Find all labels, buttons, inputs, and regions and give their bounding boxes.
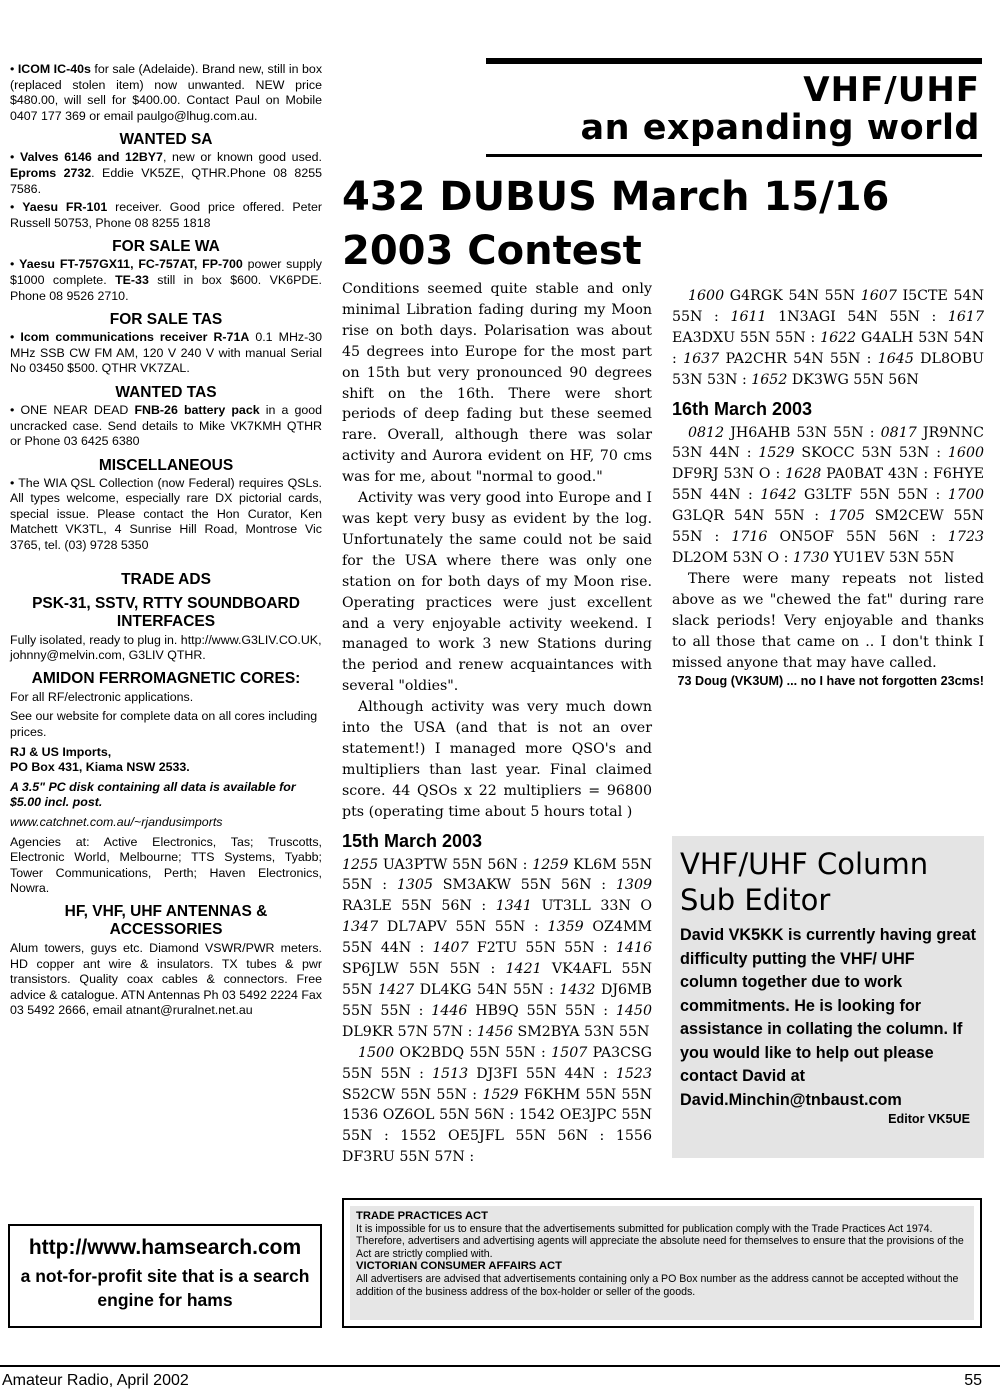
log-time: 1523 — [615, 1065, 652, 1082]
log-entry: UA3PTW 55N 56N : — [378, 856, 533, 873]
trade-practices-text: It is impossible for us to ensure that the advertisements submitted for publication comply with the Trade Practices Act 1974. Therefore, advertisers and advertising agents will appreciate the absolute need for themselves to ensure that the provisions of the Act are strictly complied with. — [356, 1222, 964, 1260]
log-entry: F6KHM 55N 55N 1536 OZ6OL 55N 56N : 1542 OE3JPC 55N 55N : 1552 OE5JFL 55N 56N : 1556 DF3RU 55N 57N : — [342, 1086, 652, 1166]
log-entry: SP6JLW 55N 55N : — [342, 961, 506, 978]
log-time: 1259 — [532, 856, 569, 873]
log-time: 1507 — [551, 1044, 588, 1061]
consumer-affairs-heading: VICTORIAN CONSUMER AFFAIRS ACT — [356, 1260, 562, 1273]
log-time: 1416 — [615, 940, 652, 957]
log-time: 1359 — [547, 919, 584, 936]
hamsearch-box-ad — [8, 1224, 322, 1328]
section-title: VHF/UHF — [803, 70, 980, 110]
log-entry: 1N3AGI 54N 55N : — [766, 308, 948, 325]
log-time: 1611 — [730, 308, 767, 325]
amidon-agencies: Agencies at: Active Electronics, Tas; Truscotts, Electronic World, Melbourne; TTS Systems, Tyabb; Tower Communications, Perth; Haven Electronics, Nowra. — [10, 834, 322, 896]
ad-icom-r71a: • Icom communications receiver R-71A 0.1 MHz-30 MHz SSB CW FM AM, 120 V 240 V with manual Serial No 03450 $500. QTHR VK7ZAL. — [10, 330, 323, 376]
consumer-affairs-text: All advertisers are advised that advertisements containing only a PO Box number as the address cannot be accepted without the addition of the business address of the box-holder or seller of the goods. — [356, 1272, 959, 1298]
sub-editor-box — [672, 836, 984, 1158]
log-time: 0812 — [688, 424, 725, 441]
log-entry: G3LTF 55N 55N : — [796, 487, 948, 504]
heading-antennas: HF, VHF, UHF ANTENNAS & ACCESSORIES — [64, 902, 268, 938]
footer-publication: Amateur Radio, April 2002 — [2, 1372, 189, 1389]
heading-for-sale-tas: FOR SALE TAS — [109, 311, 223, 329]
log-time: 1255 — [342, 856, 379, 873]
heading-for-sale-wa: FOR SALE WA — [112, 238, 220, 256]
log-time: 1652 — [751, 371, 788, 388]
log-time: 1341 — [495, 898, 532, 915]
log-time: 1617 — [947, 308, 984, 325]
ad-wia-qsl: • The WIA QSL Collection (now Federal) requires QSLs. All types welcome, especially rare DX pictorial cards, special issue. Please contact the Hon Curator, Ken Matchett VK3TL, 4 Sunrise Hill Road, Montrose Vic 3765, tel. (03) 9728 5350 — [10, 475, 322, 553]
heading-15th-march: 15th March 2003 — [342, 830, 483, 851]
log-time: 1421 — [505, 961, 542, 978]
log-entry: JH6AHB 53N 55N : — [724, 424, 881, 441]
article-paragraph: Conditions seemed quite stable and only minimal Libration fading during my Moon rise on both days. Polarisation was about 45 degrees into Europe for the most part on 15th but very pronounced 90 degrees shift on the 16th. There were short periods of deep fading but these seemed rare. Overall, although there was solar activity and Aurora evident on HF, 70 cms was for me, about "normal to good." — [342, 281, 652, 486]
log-time: 1700 — [947, 487, 984, 504]
ad-valves: • Valves 6146 and 12BY7, new or known good used. Eproms 2732. Eddie VK5ZE, QTHR.Phone 08 8255 7586. — [10, 150, 322, 196]
log-time: 1730 — [792, 549, 830, 566]
log-time: 1347 — [342, 919, 379, 936]
header-underline — [486, 154, 982, 157]
ad-psk31: Fully isolated, ready to plug in. http://www.G3LIV.CO.UK, johnny@melvin.com, G3LIV QTHR. — [10, 632, 322, 663]
ad-fnb26: • ONE NEAR DEAD FNB-26 battery pack in a good uncracked case. Send details to Mike VK7KMH QTHR or Phone 03 6425 6380 — [10, 402, 323, 449]
heading-wanted-tas: WANTED TAS — [115, 383, 217, 401]
ad-yaesu-fr101: • Yaesu FR-101 receiver. Good price offered. Peter Russell 50753, Phone 08 8255 1818 — [10, 200, 322, 230]
log-entry: DL4KG 54N 55N : — [414, 982, 560, 998]
hamsearch-description: a not-for-profit site that is a search engine for hams — [20, 1266, 310, 1310]
ad-icom: • ICOM IC-40s for sale (Adelaide). Brand new, still in box (replaced stolen item) now unwanted. NEW price $480.00, will sell for $400.00. Contact Paul on Mobile 0407 177 369 or email paulgo@lhug.com.au. — [10, 62, 323, 123]
log-entry: G4ALH 53N 54N : — [672, 329, 984, 367]
log-time: 1642 — [760, 487, 797, 504]
log-entry: DK3WG 55N 56N — [787, 371, 919, 388]
log-entry: DL8OBU 53N 53N : — [672, 350, 984, 388]
hamsearch-url[interactable]: http://www.hamsearch.com — [28, 1236, 302, 1259]
log-entry: DF9RJ 53N O : — [672, 466, 786, 483]
section-subtitle: an expanding world — [580, 108, 980, 148]
log-time: 1637 — [683, 350, 720, 367]
heading-wanted-sa: WANTED SA — [119, 131, 213, 149]
article-paragraph: Activity was very good into Europe and I was kept very busy as evident by the log. Unfortunately the same could not be said for the USA where there was only one station on for both days of my Moon rise. Operating practices were just excellent and a very enjoyable activity weekend. I managed to work 3 new Stations during the period and renew acquaintances with several "oldies". — [342, 490, 652, 695]
ad-yaesu-757: • Yaesu FT-757GX11, FC-757AT, FP-700 power supply $1000 complete. TE-33 still in box $600. VK6PDE. Phone 08 9526 2710. — [10, 257, 322, 303]
log-entry: KL6M 55N 55N : — [342, 856, 652, 894]
heading-trade-ads: TRADE ADS — [121, 570, 211, 588]
amidon-company: RJ & US Imports, — [10, 744, 112, 759]
log-time: 1432 — [559, 982, 596, 998]
log-time: 1607 — [860, 288, 897, 304]
log-entry: OZ4MM 55N 44N : — [342, 919, 652, 957]
log-15-march-cont — [342, 1043, 652, 1168]
heading-16th-march: 16th March 2003 — [672, 398, 813, 419]
log-time: 1600 — [947, 445, 985, 462]
log-entry: VK4AFL 55N 55N — [342, 961, 652, 998]
article-paragraph: Although activity was very much down into the USA (and that is not an over statement!) I managed more QSO's and multipliers than last year. Final claimed score. 44 QSOs x 22 multipliers = 96800 pts (operating time about 5 hours total ) — [342, 699, 652, 820]
log-entry: HB9Q 55N 55N : — [467, 1002, 616, 1019]
log-entry: S52CW 55N 55N : — [342, 1086, 483, 1103]
log-entry: G3LQR 54N 55N : — [672, 508, 829, 525]
article-column-2 — [672, 286, 984, 689]
classifieds-column — [10, 62, 322, 1022]
log-entry: SM2CEW 55N 55N : — [672, 508, 984, 546]
header-rule — [486, 58, 982, 64]
article-column-1 — [342, 279, 652, 1168]
log-time: 1705 — [828, 508, 865, 525]
log-time: 1407 — [432, 940, 469, 957]
log-time: 1628 — [785, 466, 822, 483]
log-time: 1427 — [378, 982, 415, 998]
heading-miscellaneous: MISCELLANEOUS — [98, 456, 234, 474]
amidon-url: www.catchnet.com.au/~rjandusimports — [10, 815, 223, 829]
log-entry: DJ6MB 55N 55N : — [342, 982, 652, 1019]
log-entry: SKOCC 53N 53N : — [794, 445, 948, 462]
amidon-line: See our website for complete data on all cores including prices. — [10, 709, 318, 740]
amidon-line: For all RF/electronic applications. — [10, 689, 194, 704]
log-entry: PA0BAT 43N : F6HYE 55N 44N : — [672, 466, 984, 504]
amidon-address: PO Box 431, Kiama NSW 2533. — [10, 760, 190, 775]
log-entry: DL9KR 57N 57N : — [342, 1023, 477, 1040]
log-entry: YU1EV 53N 55N — [829, 549, 955, 566]
log-entry: ON5OF 55N 56N : — [767, 529, 948, 546]
log-entry: DJ3FI 55N 44N : — [468, 1065, 616, 1082]
log-entry: RA3LE 55N 56N : — [342, 898, 496, 915]
log-15-march — [342, 855, 652, 1043]
page-number: 55 — [964, 1372, 982, 1389]
trade-practices-box — [342, 1198, 982, 1328]
log-entry: OK2BDQ 55N 55N : — [394, 1044, 552, 1061]
log-time: 1645 — [877, 350, 914, 367]
log-time: 1529 — [482, 1086, 519, 1103]
article-paragraph: There were many repeats not listed above as we "chewed the fat" during rare slack periods! Very enjoyable and thanks to all those that came on .. I don't think I missed anyone that may have called. — [672, 570, 984, 671]
log-entry: DL7APV 55N 55N : — [378, 919, 548, 936]
heading-psk31: PSK-31, SSTV, RTTY SOUNDBOARD INTERFACES — [32, 594, 300, 630]
log-entry: I5CTE 54N 55N : — [672, 288, 984, 325]
trade-practices-content — [350, 1206, 974, 1320]
article-signoff: 73 Doug (VK3UM) ... no I have not forgotten 23cms! — [677, 674, 984, 689]
log-time: 1450 — [615, 1002, 652, 1019]
log-time: 1309 — [615, 877, 652, 894]
article-title: 432 DUBUS March 15/16 2003 Contest — [342, 174, 890, 274]
log-entry: UT3LL 33N O — [531, 898, 652, 915]
log-entry: JR9NNC 53N 44N : — [672, 424, 984, 462]
log-entry: PA2CHR 54N 55N : — [719, 350, 878, 367]
footer-rule — [0, 1365, 1000, 1367]
log-entry: SM3AKW 55N 56N : — [432, 877, 616, 894]
log-15-march-late — [672, 286, 984, 391]
heading-amidon: AMIDON FERROMAGNETIC CORES: — [31, 669, 301, 687]
log-time: 1716 — [731, 529, 768, 546]
sub-editor-sign: Editor VK5UE — [888, 1112, 970, 1126]
log-entry: EA3DXU 55N 55N : — [672, 329, 821, 346]
log-time: 0817 — [880, 424, 917, 441]
log-time: 1513 — [432, 1065, 469, 1082]
log-time: 1600 — [688, 288, 725, 304]
sub-editor-body: David VK5KK is currently having great difficulty putting the VHF/ UHF column together due to work commitments. He is looking for assistance in collating the column. If you would like to help out please contact David at David.Minchin@tnbaust.com — [680, 926, 976, 1109]
log-entry: PA3CSG 55N 55N : — [342, 1044, 652, 1082]
sub-editor-title: VHF/UHF Column Sub Editor — [680, 847, 929, 917]
log-16-march — [672, 423, 984, 569]
ad-antennas: Alum towers, guys etc. Diamond VSWR/PWR meters. HD copper ant wire & insulators. TX tubes & pwr transistors. Quality coax cables & connectors. Free advice & catalogue. ATN Antennas Ph 03 5492 2224 Fax 03 5492 2666, email atnant@ruralnet.net.au — [10, 940, 322, 1018]
log-time: 1446 — [431, 1002, 468, 1019]
trade-practices-heading: TRADE PRACTICES ACT — [356, 1210, 488, 1222]
log-time: 1500 — [358, 1044, 395, 1061]
log-entry: DL2OM 53N O : — [672, 549, 793, 566]
log-time: 1305 — [396, 877, 433, 894]
amidon-disk-offer: A 3.5" PC disk containing all data is available for $5.00 incl. post. — [10, 779, 296, 810]
log-entry: G4RGK 54N 55N — [724, 288, 861, 304]
log-time: 1456 — [476, 1023, 513, 1040]
log-time: 1723 — [947, 529, 984, 546]
log-entry: F2TU 55N 55N : — [468, 940, 616, 957]
log-time: 1622 — [820, 329, 857, 346]
log-time: 1529 — [758, 445, 795, 462]
log-entry: SM2BYA 53N 55N — [512, 1023, 650, 1040]
